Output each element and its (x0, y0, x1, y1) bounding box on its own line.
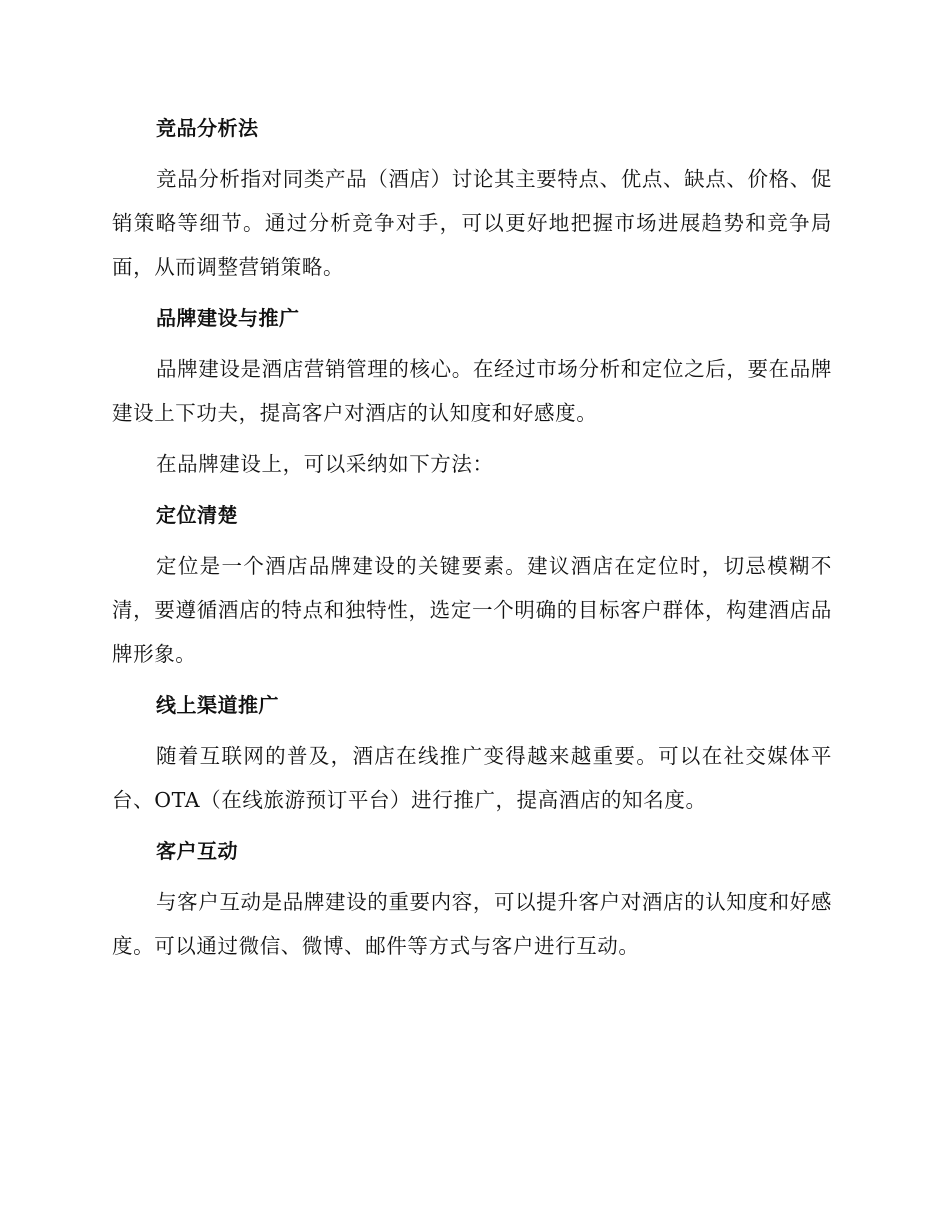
section-heading-competitor-analysis: 竞品分析法 (156, 116, 259, 140)
paragraph-clear-positioning: 定位是一个酒店品牌建设的关键要素。建议酒店在定位时，切忌模糊不清，要遵循酒店的特点和独特性，选定一个明确的目标客户群体，构建酒店品牌形象。 (112, 554, 832, 666)
paragraph-brand-building-methods: 在品牌建设上，可以采纳如下方法： (156, 452, 494, 476)
section-heading-online-promotion: 线上渠道推广 (156, 693, 279, 717)
section-heading-brand-building: 品牌建设与推广 (156, 306, 300, 330)
section-heading-customer-interaction: 客户互动 (156, 839, 238, 863)
section-heading-clear-positioning: 定位清楚 (156, 503, 238, 527)
paragraph-customer-interaction: 与客户互动是品牌建设的重要内容，可以提升客户对酒店的认知度和好感度。可以通过微信、微博、邮件等方式与客户进行互动。 (112, 890, 832, 958)
document-body (112, 106, 832, 975)
paragraph-online-promotion: 随着互联网的普及，酒店在线推广变得越来越重要。可以在社交媒体平台、OTA（在线旅游预订平台）进行推广，提高酒店的知名度。 (112, 744, 832, 812)
paragraph-brand-building-intro: 品牌建设是酒店营销管理的核心。在经过市场分析和定位之后，要在品牌建设上下功夫，提高客户对酒店的认知度和好感度。 (112, 357, 832, 425)
paragraph-competitor-analysis: 竞品分析指对同类产品（酒店）讨论其主要特点、优点、缺点、价格、促销策略等细节。通过分析竞争对手，可以更好地把握市场进展趋势和竞争局面，从而调整营销策略。 (112, 167, 832, 279)
